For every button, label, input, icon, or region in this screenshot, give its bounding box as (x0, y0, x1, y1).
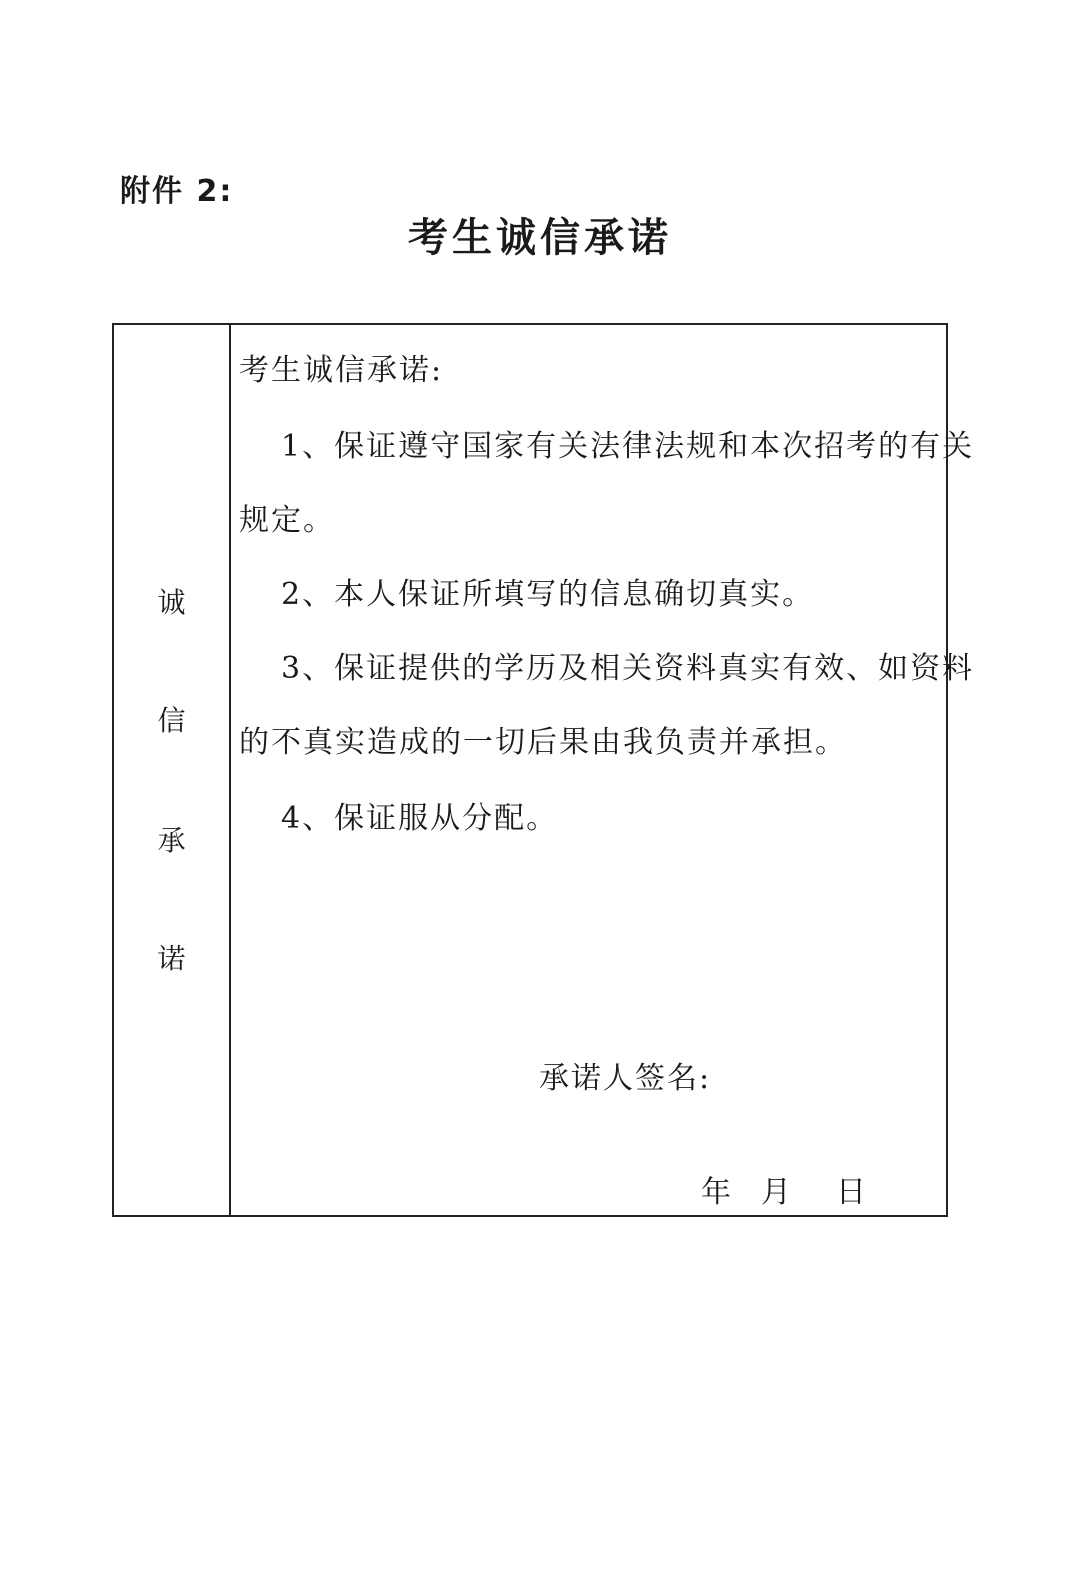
commitment-content (231, 325, 975, 1215)
commitment-item-3: 3、保证提供的学历及相关资料真实有效、如资料 (281, 651, 975, 686)
commitment-item-2: 2、本人保证所填写的信息确切真实。 (281, 577, 815, 612)
commitment-item-1-cont: 规定。 (239, 503, 335, 538)
commitment-item-4: 4、保证服从分配。 (281, 801, 559, 836)
date-day-label: 日 (836, 1175, 868, 1210)
commitment-table (112, 323, 975, 1217)
date-month-label: 月 (761, 1175, 793, 1210)
attachment-label: 附件 2: (120, 174, 234, 209)
vertical-label-char: 诺 (157, 942, 186, 975)
date-year-label: 年 (701, 1175, 733, 1210)
page-title: 考生诚信承诺 (408, 215, 672, 261)
vertical-label-char: 诚 (157, 586, 186, 619)
commitment-item-3-cont: 的不真实造成的一切后果由我负责并承担。 (239, 725, 847, 760)
vertical-label-char: 信 (157, 704, 186, 737)
commitment-heading: 考生诚信承诺: (239, 353, 444, 388)
left-label-column (114, 325, 231, 1215)
commitment-item-1: 1、保证遵守国家有关法律法规和本次招考的有关 (281, 429, 975, 464)
vertical-label-char: 承 (157, 824, 186, 857)
signature-label: 承诺人签名: (539, 1061, 712, 1096)
